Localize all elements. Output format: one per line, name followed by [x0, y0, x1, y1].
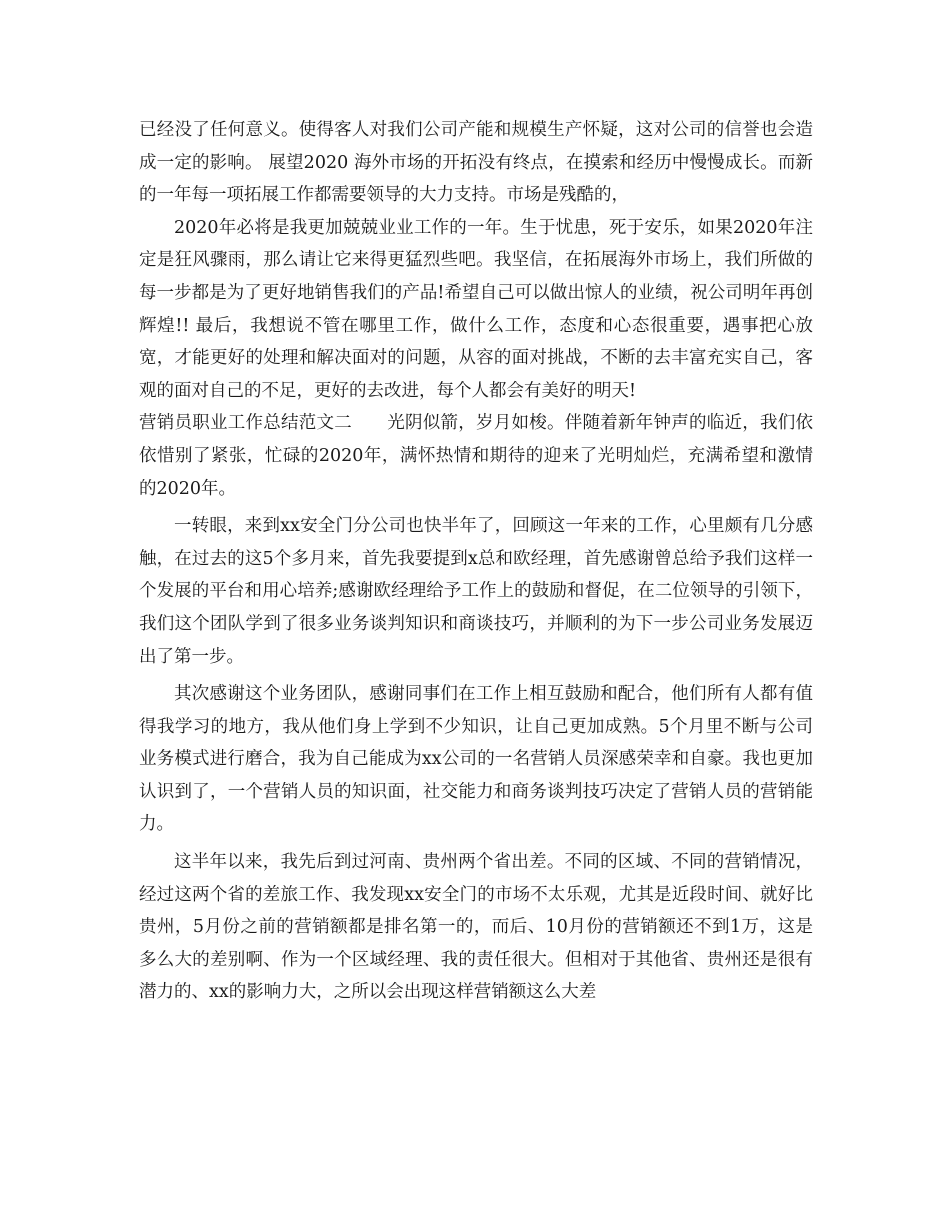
section-lead: 光阴似箭，岁月如梭。伴随着新年钟声的临近，我们依依惜别了紧张，忙碌的2020年，满怀热情和期待的迎来了光明灿烂，充满希望和激情的2020年。 [139, 413, 813, 499]
paragraph-continuation: 已经没了任何意义。使得客人对我们公司产能和规模生产怀疑，这对公司的信誉也会造成一定的影响。 展望2020 海外市场的开拓没有终点，在摸索和经历中慢慢成长。而新的一年每一项拓展工作都需要领导的大力支持。市场是残酷的， [139, 120, 813, 206]
paragraph-new-year-outlook: 2020年必将是我更加兢兢业业工作的一年。生于忧患，死于安乐，如果2020年注定是狂风骤雨，那么请让它来得更猛烈些吧。我坚信，在拓展海外市场上，我们所做的每一步都是为了更好地销售我们的产品!希望自己可以做出惊人的业绩，祝公司明年再创辉煌!! 最后，我想说不管在哪里工作，做什么工作，态度和心态很重要，遇事把心放宽，才能更好的处理和解决面对的问题，从容的面对挑战，不断的去丰富充实自己，客观的面对自己的不足，更好的去改进，每个人都会有美好的明天! [139, 217, 813, 401]
section-heading: 营销员职业工作总结范文二 [139, 413, 352, 434]
paragraph-team-thanks: 其次感谢这个业务团队，感谢同事们在工作上相互鼓励和配合，他们所有人都有值得我学习的地方，我从他们身上学到不少知识，让自己更加成熟。5个月里不断与公司业务模式进行磨合，我为自己能成为xx公司的一名营销人员深感荣幸和自豪。我也更加认识到了，一个营销人员的知识面，社交能力和商务谈判技巧决定了营销人员的营销能力。 [139, 684, 813, 835]
section-intro [139, 407, 813, 505]
section-spacer [352, 413, 387, 433]
document-body [139, 114, 813, 1009]
paragraph-regional-sales: 这半年以来，我先后到过河南、贵州两个省出差。不同的区域、不同的营销情况，经过这两个省的差旅工作、我发现xx安全门的市场不太乐观，尤其是近段时间、就好比贵州，5月份之前的营销额都是排名第一的，而后、10月份的营销额还不到1万，这是多么大的差别啊、作为一个区域经理、我的责任很大。但相对于其他省、贵州还是很有潜力的、xx的影响力大，之所以会出现这样营销额这么大差 [139, 852, 813, 1003]
paragraph-half-year-review: 一转眼，来到xx安全门分公司也快半年了，回顾这一年来的工作，心里颇有几分感触，在过去的这5个多月来，首先我要提到x总和欧经理，首先感谢曾总给予我们这样一个发展的平台和用心培养;感谢欧经理给予工作上的鼓励和督促，在二位领导的引领下，我们这个团队学到了很多业务谈判知识和商谈技巧，并顺利的为下一步公司业务发展迈出了第一步。 [139, 516, 813, 667]
